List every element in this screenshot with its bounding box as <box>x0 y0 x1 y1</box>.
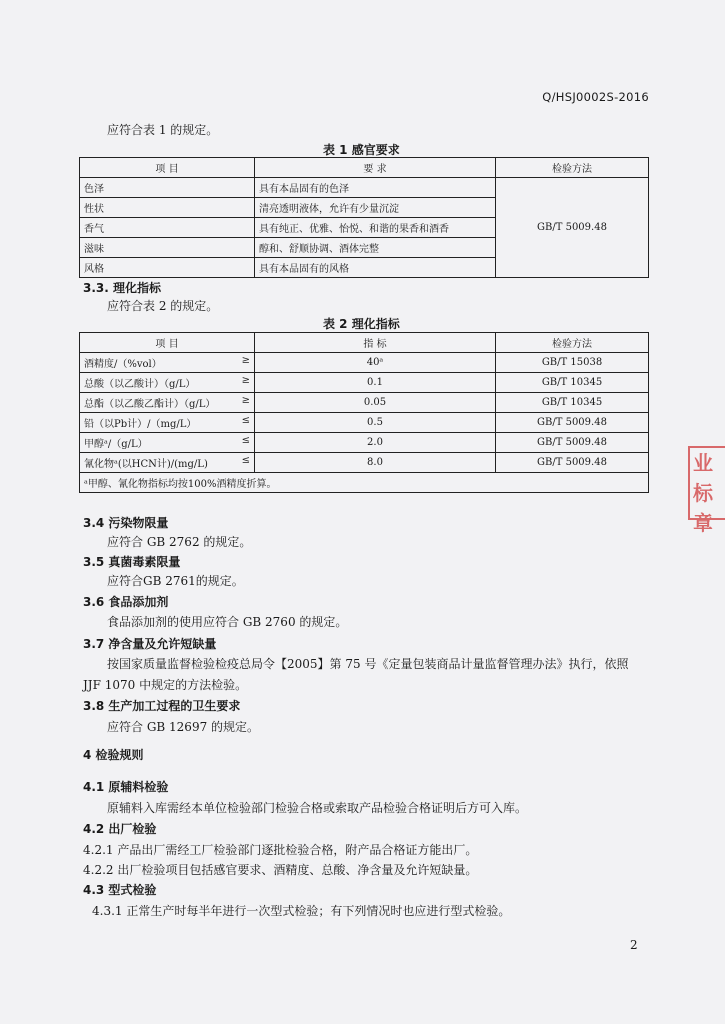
table1-header-row <box>80 158 649 178</box>
table1-cell-item: 性状 <box>80 198 255 218</box>
section-4-3-title: 4.3 型式检验 <box>83 883 157 897</box>
section-4-2-2-text: 4.2.2 出厂检验项目包括感官要求、酒精度、总酸、净含量及允许短缺量。 <box>83 863 478 877</box>
table1-header-method: 检验方法 <box>496 158 649 178</box>
item-label: 铅（以Pb计）/（mg/L） <box>84 419 197 430</box>
comparison-symbol: ≥ <box>241 375 250 386</box>
item-label: 总酸（以乙酸计）（g/L） <box>84 379 196 390</box>
table2-cell-item <box>80 393 255 413</box>
section-4-2-1-text: 4.2.1 产品出厂需经工厂检验部门逐批检验合格，附产品合格证方能出厂。 <box>83 843 478 857</box>
table1-caption: 表 1 感官要求 <box>323 143 400 157</box>
table2-note-row <box>80 473 649 493</box>
intro-line: 应符合表 1 的规定。 <box>107 123 219 137</box>
table2-cell-value: 40ᵃ <box>255 353 496 373</box>
table2-cell-value: 8.0 <box>255 453 496 473</box>
table2-header-row <box>80 333 649 353</box>
comparison-symbol: ≥ <box>241 395 250 406</box>
table2-cell-value: 0.1 <box>255 373 496 393</box>
table1-cell-req: 具有本品固有的色泽 <box>255 178 496 198</box>
standard-code: Q/HSJ0002S-2016 <box>542 90 649 104</box>
table1-header-item: 项 目 <box>80 158 255 178</box>
table1-cell-item: 风格 <box>80 258 255 278</box>
table-physicochemical <box>79 332 649 493</box>
table2-cell-method: GB/T 10345 <box>496 373 649 393</box>
table2-cell-item <box>80 453 255 473</box>
table-sensory <box>79 157 649 278</box>
section-3-4-title: 3.4 污染物限量 <box>83 516 169 530</box>
comparison-symbol: ≤ <box>241 415 250 426</box>
item-label: 总酯（以乙酸乙酯计）（g/L） <box>84 399 216 410</box>
item-label: 氰化物ᵃ(以HCN计)/(mg/L) <box>84 459 208 470</box>
section-4-2-title: 4.2 出厂检验 <box>83 822 157 836</box>
table1-cell-item: 香气 <box>80 218 255 238</box>
table1-cell-req: 具有纯正、优雅、怡悦、和谐的果香和酒香 <box>255 218 496 238</box>
table2-cell-value: 2.0 <box>255 433 496 453</box>
table2-cell-item <box>80 353 255 373</box>
section-4-1-text: 原辅料入库需经本单位检验部门检验合格或索取产品检验合格证明后方可入库。 <box>107 801 528 815</box>
table1-cell-req: 醇和、舒顺协调、酒体完整 <box>255 238 496 258</box>
table1-header-req: 要 求 <box>255 158 496 178</box>
section-3-6-text: 食品添加剂的使用应符合 GB 2760 的规定。 <box>107 615 348 629</box>
table1-cell-req: 清亮透明液体，允许有少量沉淀 <box>255 198 496 218</box>
table2-cell-method: GB/T 5009.48 <box>496 453 649 473</box>
section-3-7-title: 3.7 净含量及允许短缺量 <box>83 637 217 651</box>
section-3-5-title: 3.5 真菌毒素限量 <box>83 555 181 569</box>
comparison-symbol: ≤ <box>241 435 250 446</box>
item-label: 酒精度/（%vol） <box>84 359 162 370</box>
table-row <box>80 178 649 198</box>
table1-cell-item: 色泽 <box>80 178 255 198</box>
comparison-symbol: ≥ <box>241 355 250 366</box>
table2-cell-item <box>80 373 255 393</box>
table1-cell-item: 滋味 <box>80 238 255 258</box>
page-number: 2 <box>630 938 638 952</box>
table2-cell-item <box>80 413 255 433</box>
section-3-3-title: 3.3. 理化指标 <box>83 281 161 295</box>
table-row <box>80 413 649 433</box>
section-4-title: 4 检验规则 <box>83 748 144 762</box>
table2-header-item: 项 目 <box>80 333 255 353</box>
table-row <box>80 453 649 473</box>
table2-cell-method: GB/T 5009.48 <box>496 433 649 453</box>
section-3-4-text: 应符合 GB 2762 的规定。 <box>107 535 252 549</box>
section-3-7-text-2: JJF 1070 中规定的方法检验。 <box>83 678 248 692</box>
item-label: 甲醇ᵃ/（g/L） <box>84 439 148 450</box>
table2-cell-method: GB/T 10345 <box>496 393 649 413</box>
table2-cell-method: GB/T 5009.48 <box>496 413 649 433</box>
table-row <box>80 393 649 413</box>
table2-caption: 表 2 理化指标 <box>323 317 400 331</box>
table-row <box>80 353 649 373</box>
table-row <box>80 433 649 453</box>
table2-header-method: 检验方法 <box>496 333 649 353</box>
table2-header-value: 指 标 <box>255 333 496 353</box>
table2-cell-value: 0.05 <box>255 393 496 413</box>
table2-cell-value: 0.5 <box>255 413 496 433</box>
red-stamp-fragment: 业标 章 <box>688 446 725 520</box>
comparison-symbol: ≤ <box>241 455 250 466</box>
table2-note: ᵃ甲醇、氰化物指标均按100%酒精度折算。 <box>80 473 649 493</box>
section-3-5-text: 应符合GB 2761的规定。 <box>107 574 244 588</box>
table-row <box>80 373 649 393</box>
section-3-7-text-1: 按国家质量监督检验检疫总局令【2005】第 75 号《定量包装商品计量监督管理办法》执行，依照 <box>107 657 629 671</box>
table2-cell-item <box>80 433 255 453</box>
section-4-3-1-text: 4.3.1 正常生产时每半年进行一次型式检验；有下列情况时也应进行型式检验。 <box>92 904 511 918</box>
section-3-8-text: 应符合 GB 12697 的规定。 <box>107 720 260 734</box>
table2-cell-method: GB/T 15038 <box>496 353 649 373</box>
table1-cell-req: 具有本品固有的风格 <box>255 258 496 278</box>
section-3-8-title: 3.8 生产加工过程的卫生要求 <box>83 699 241 713</box>
section-3-6-title: 3.6 食品添加剂 <box>83 595 169 609</box>
table1-cell-method: GB/T 5009.48 <box>496 178 649 278</box>
section-3-3-text: 应符合表 2 的规定。 <box>107 299 219 313</box>
section-4-1-title: 4.1 原辅料检验 <box>83 780 169 794</box>
